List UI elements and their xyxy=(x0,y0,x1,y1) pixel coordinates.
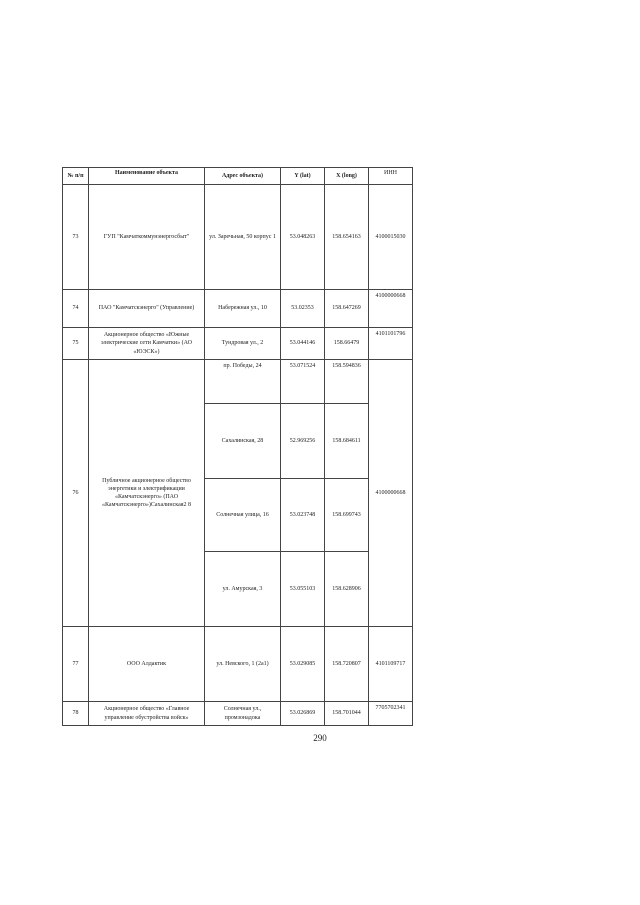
row-number: 75 xyxy=(63,328,89,360)
object-inn: 4100000668 xyxy=(369,290,413,328)
object-inn: 4101109717 xyxy=(369,627,413,702)
table-row xyxy=(63,702,413,726)
table-row xyxy=(63,328,413,360)
row-number: 74 xyxy=(63,290,89,328)
object-lat: 52.969256 xyxy=(281,404,325,479)
object-lat: 53.02353 xyxy=(281,290,325,328)
object-address: пр. Победы, 24 xyxy=(205,360,281,404)
table-row xyxy=(63,290,413,328)
object-address: Набережная ул., 10 xyxy=(205,290,281,328)
object-lat: 53.055103 xyxy=(281,552,325,627)
row-number: 73 xyxy=(63,185,89,290)
object-inn: 4101101796 xyxy=(369,328,413,360)
object-name: ООО Алдактик xyxy=(89,627,205,702)
object-lat: 53.048263 xyxy=(281,185,325,290)
object-lat: 53.029085 xyxy=(281,627,325,702)
object-address: Тундровая ул., 2 xyxy=(205,328,281,360)
object-long: 158.720807 xyxy=(325,627,369,702)
object-long: 158.594836 xyxy=(325,360,369,404)
object-long: 158.701044 xyxy=(325,702,369,726)
header-lat: Y (lat) xyxy=(281,168,325,185)
object-address: Солнечная улица, 16 xyxy=(205,479,281,552)
object-long: 158.699743 xyxy=(325,479,369,552)
object-name: ПАО "Камчатскэнерго" (Управление) xyxy=(89,290,205,328)
table-header-row xyxy=(63,168,413,185)
row-number: 76 xyxy=(63,360,89,627)
objects-table xyxy=(62,167,413,726)
document-page xyxy=(62,167,412,726)
header-long: X (long) xyxy=(325,168,369,185)
object-name: Акционерное общество «Главное управление обустройства войск» xyxy=(89,702,205,726)
header-num: № п/п xyxy=(63,168,89,185)
table-row xyxy=(63,185,413,290)
object-address: Солнечная ул., промзонадока xyxy=(205,702,281,726)
page-number: 290 xyxy=(313,733,327,743)
object-lat: 53.023748 xyxy=(281,479,325,552)
table-row xyxy=(63,360,413,404)
object-name: Публичное акционерное общество энергетики и электрификации «Камчатскэнерго» (ПАО «Камчатскэнерго»)Сахалинская2 8 xyxy=(89,360,205,627)
row-number: 78 xyxy=(63,702,89,726)
object-lat: 53.044146 xyxy=(281,328,325,360)
object-address: ул. Невского, 1 (2а1) xyxy=(205,627,281,702)
object-long: 158.647269 xyxy=(325,290,369,328)
object-inn: 4100000668 xyxy=(369,360,413,627)
header-address: Адрес объекта) xyxy=(205,168,281,185)
object-long: 158.654163 xyxy=(325,185,369,290)
object-inn: 4100015030 xyxy=(369,185,413,290)
row-number: 77 xyxy=(63,627,89,702)
object-long: 158.66479 xyxy=(325,328,369,360)
object-inn: 7705702341 xyxy=(369,702,413,726)
object-long: 158.628906 xyxy=(325,552,369,627)
object-address: ул. Заречьная, 50 корпус 1 xyxy=(205,185,281,290)
header-name: Наименование объекта xyxy=(89,168,205,185)
object-long: 158.684611 xyxy=(325,404,369,479)
table-row xyxy=(63,627,413,702)
header-inn: ИНН xyxy=(369,168,413,185)
object-lat: 53.071524 xyxy=(281,360,325,404)
object-address: ул. Амурская, 3 xyxy=(205,552,281,627)
object-name: Акционерное общество «Южные электрические сети Камчатки» (АО «ЮЭСК») xyxy=(89,328,205,360)
object-lat: 53.026869 xyxy=(281,702,325,726)
object-address: Сахалинская, 28 xyxy=(205,404,281,479)
object-name: ГУП "Камчаткоммунэнергосбыт" xyxy=(89,185,205,290)
